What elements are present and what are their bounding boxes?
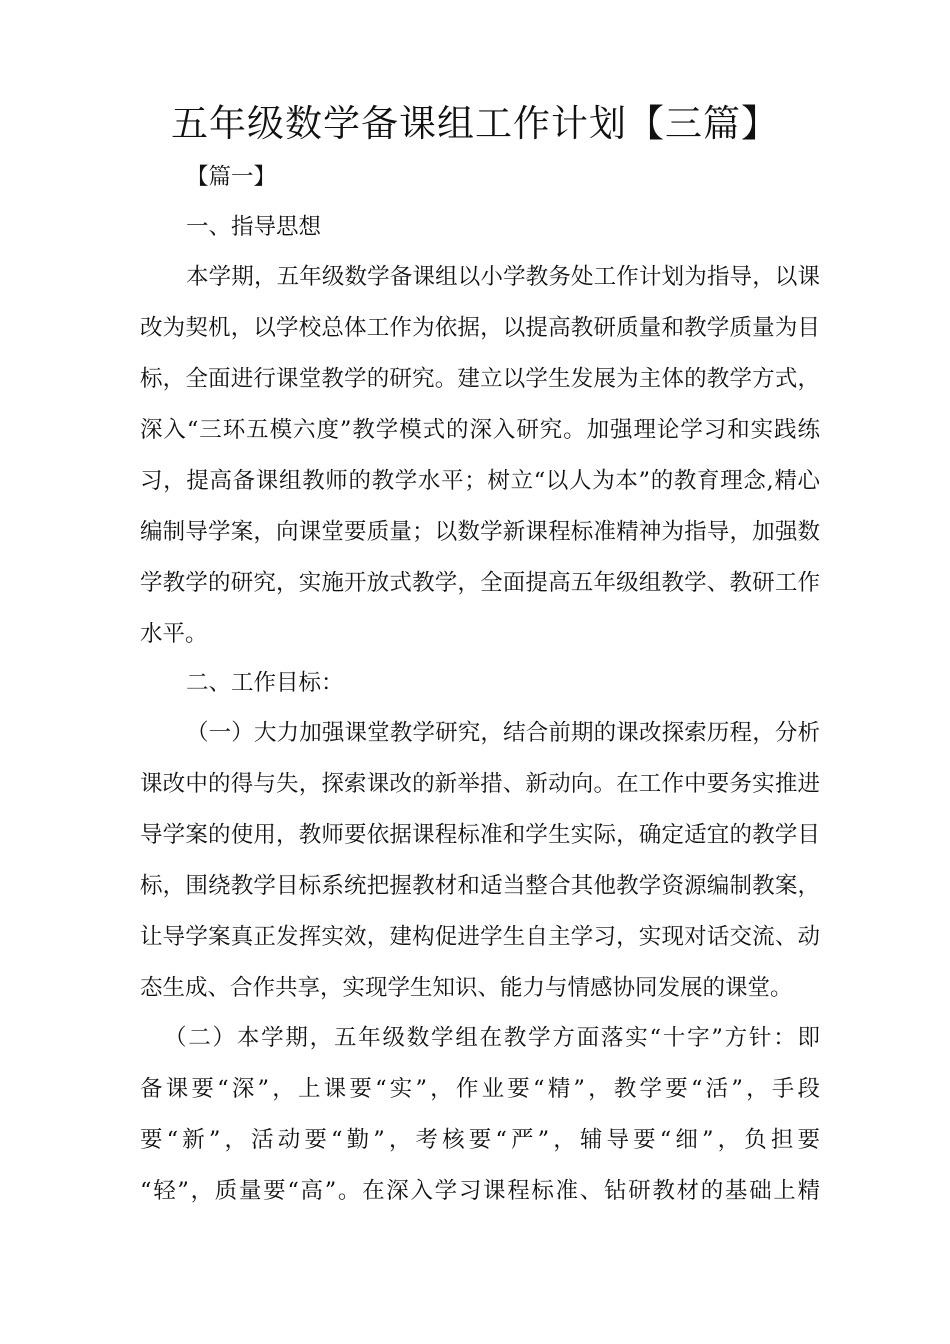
section-heading-work-goals: 二、工作目标： <box>186 670 344 696</box>
paragraph-line: 让导学案真正发挥实效，建构促进学生自主学习，实现对话交流、动 <box>140 924 820 950</box>
paragraph-line: 标，围绕教学目标系统把握教材和适当整合其他教学资源编制教案， <box>140 873 820 899</box>
paragraph-line: 导学案的使用，教师要依据课程标准和学生实际，确定适宜的教学目 <box>140 822 820 848</box>
paragraph-line: 备课要“深”，上课要“实”，作业要“精”，教学要“活”，手段 <box>140 1076 820 1102</box>
paragraph-line: 学教学的研究，实施开放式教学，全面提高五年级组教学、教研工作 <box>140 570 820 596</box>
paragraph-line: 要“新”，活动要“勤”，考核要“严”，辅导要“细”，负担要 <box>140 1127 820 1153</box>
paragraph-line: 习，提高备课组教师的教学水平；树立“以人为本”的教育理念,精心 <box>140 468 820 494</box>
paragraph-line: “轻”，质量要“高”。在深入学习课程标准、钻研教材的基础上精 <box>140 1178 820 1204</box>
paragraph-line: 标，全面进行课堂教学的研究。建立以学生发展为主体的教学方式， <box>140 366 820 392</box>
paragraph-line: （二）本学期，五年级数学组在教学方面落实“十字”方针：即 <box>164 1025 820 1051</box>
section-heading-guiding-ideology: 一、指导思想 <box>186 214 322 240</box>
paragraph-line: 课改中的得与失，探索课改的新举措、新动向。在工作中要务实推进 <box>140 771 820 797</box>
paragraph-line: 深入“三环五模六度”教学模式的深入研究。加强理论学习和实践练 <box>140 417 820 443</box>
paragraph-line: 编制导学案，向课堂要质量；以数学新课程标准精神为指导，加强数 <box>140 519 820 545</box>
paragraph-line: 水平。 <box>140 621 208 647</box>
paragraph-line: 改为契机，以学校总体工作为依据，以提高教研质量和教学质量为目 <box>140 315 820 341</box>
document-title: 五年级数学备课组工作计划【三篇】 <box>171 102 779 145</box>
part-label: 【篇一】 <box>186 164 277 190</box>
paragraph-line: 本学期，五年级数学备课组以小学教务处工作计划为指导，以课 <box>186 264 820 290</box>
paragraph-line: （一）大力加强课堂教学研究，结合前期的课改探索历程，分析 <box>186 720 820 746</box>
paragraph-line: 态生成、合作共享，实现学生知识、能力与情感协同发展的课堂。 <box>140 975 793 1001</box>
